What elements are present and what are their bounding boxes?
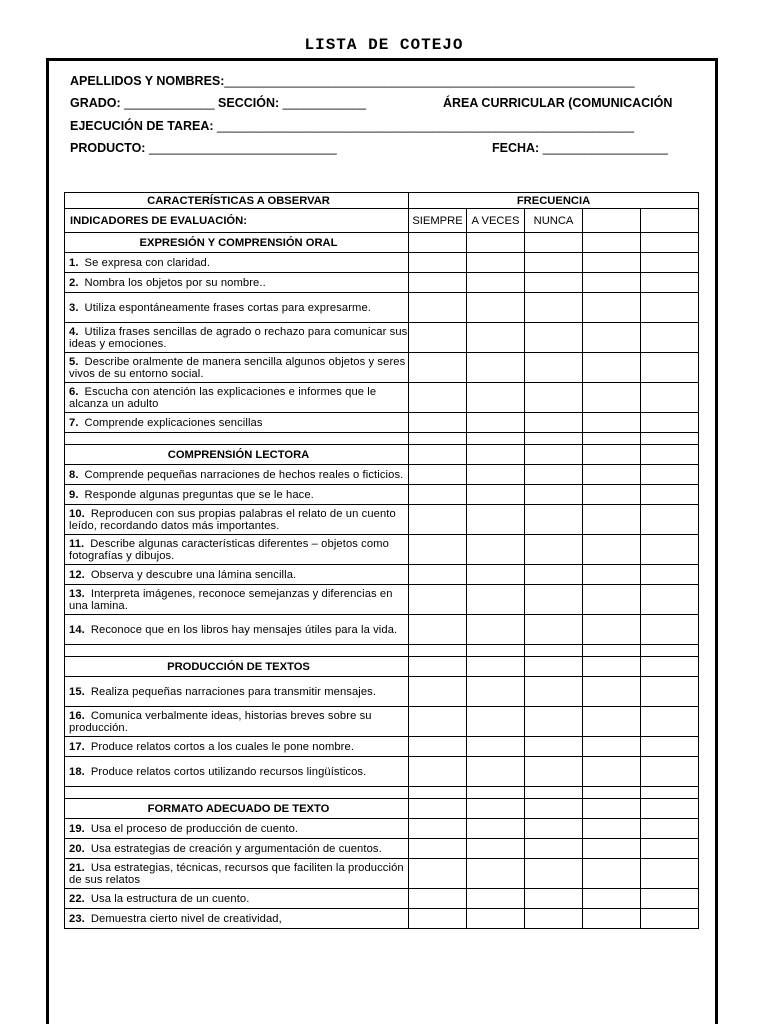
indicator-row bbox=[65, 737, 699, 757]
ejecucion-label: EJECUCIÓN DE TAREA: bbox=[70, 119, 214, 133]
section-title: COMPRENSIÓN LECTORA bbox=[65, 445, 409, 465]
mark-cell[interactable] bbox=[641, 535, 699, 565]
mark-cell[interactable] bbox=[409, 433, 467, 445]
mark-cell[interactable] bbox=[583, 737, 641, 757]
mark-cell[interactable] bbox=[641, 273, 699, 293]
section-title: FORMATO ADECUADO DE TEXTO bbox=[65, 799, 409, 819]
mark-cell[interactable] bbox=[583, 819, 641, 839]
mark-cell[interactable] bbox=[641, 757, 699, 787]
mark-cell[interactable] bbox=[467, 737, 525, 757]
ejecucion-row bbox=[70, 119, 634, 133]
mark-cell[interactable] bbox=[409, 293, 467, 323]
indicator-text: Usa estrategias de creación y argumentación de cuentos. bbox=[90, 842, 382, 855]
mark-cell[interactable] bbox=[525, 677, 583, 707]
indicator-number: 15. bbox=[69, 685, 85, 698]
mark-cell[interactable] bbox=[525, 585, 583, 615]
mark-cell[interactable] bbox=[409, 615, 467, 645]
mark-cell[interactable] bbox=[467, 799, 525, 819]
fecha-field[interactable]: __________________ bbox=[542, 141, 668, 155]
mark-cell[interactable] bbox=[467, 233, 525, 253]
mark-cell[interactable] bbox=[641, 353, 699, 383]
grado-row bbox=[70, 96, 366, 110]
mark-cell[interactable] bbox=[525, 565, 583, 585]
mark-cell[interactable] bbox=[641, 657, 699, 677]
indicator-row bbox=[65, 273, 699, 293]
mark-cell[interactable] bbox=[409, 677, 467, 707]
indicator-cell bbox=[65, 485, 409, 505]
indicator-row bbox=[65, 293, 699, 323]
mark-cell[interactable] bbox=[641, 465, 699, 485]
spacer-row bbox=[65, 645, 699, 657]
indicator-row bbox=[65, 485, 699, 505]
mark-cell[interactable] bbox=[467, 819, 525, 839]
mark-cell[interactable] bbox=[583, 799, 641, 819]
mark-cell[interactable] bbox=[525, 737, 583, 757]
mark-cell[interactable] bbox=[525, 433, 583, 445]
mark-cell[interactable] bbox=[467, 787, 525, 799]
indicator-text: Reconoce que en los libros hay mensajes útiles para la vida. bbox=[90, 623, 398, 636]
spacer-row bbox=[65, 787, 699, 799]
section-row bbox=[65, 657, 699, 677]
mark-cell[interactable] bbox=[583, 839, 641, 859]
mark-cell[interactable] bbox=[467, 615, 525, 645]
indicator-number: 17. bbox=[69, 740, 85, 753]
mark-cell[interactable] bbox=[467, 757, 525, 787]
indicator-cell bbox=[65, 565, 409, 585]
mark-cell[interactable] bbox=[525, 819, 583, 839]
mark-cell[interactable] bbox=[641, 293, 699, 323]
frequency-header: FRECUENCIA bbox=[409, 193, 699, 209]
mark-cell[interactable] bbox=[525, 757, 583, 787]
mark-cell[interactable] bbox=[409, 799, 467, 819]
indicator-number: 3. bbox=[69, 301, 79, 314]
mark-cell[interactable] bbox=[641, 839, 699, 859]
mark-cell[interactable] bbox=[409, 859, 467, 889]
indicator-row bbox=[65, 465, 699, 485]
indicator-row bbox=[65, 413, 699, 433]
indicator-number: 19. bbox=[69, 822, 85, 835]
mark-cell[interactable] bbox=[525, 535, 583, 565]
mark-cell[interactable] bbox=[641, 645, 699, 657]
mark-cell[interactable] bbox=[467, 657, 525, 677]
indicator-cell bbox=[65, 253, 409, 273]
indicator-text: Comprende pequeñas narraciones de hechos reales o ficticios. bbox=[84, 468, 404, 481]
fecha-label: FECHA: bbox=[492, 141, 540, 155]
mark-cell[interactable] bbox=[467, 413, 525, 433]
indicator-cell bbox=[65, 535, 409, 565]
mark-cell[interactable] bbox=[467, 433, 525, 445]
producto-row bbox=[70, 141, 337, 155]
mark-cell[interactable] bbox=[583, 859, 641, 889]
mark-cell[interactable] bbox=[525, 839, 583, 859]
mark-cell[interactable] bbox=[641, 737, 699, 757]
indicator-text: Responde algunas preguntas que se le hace. bbox=[84, 488, 314, 501]
mark-cell[interactable] bbox=[641, 445, 699, 465]
indicator-row bbox=[65, 707, 699, 737]
mark-cell[interactable] bbox=[409, 787, 467, 799]
indicator-cell bbox=[65, 757, 409, 787]
mark-cell[interactable] bbox=[467, 323, 525, 353]
mark-cell[interactable] bbox=[409, 909, 467, 929]
mark-cell[interactable] bbox=[583, 677, 641, 707]
indicator-text: Se expresa con claridad. bbox=[84, 256, 211, 269]
indicator-row bbox=[65, 383, 699, 413]
fecha-row bbox=[492, 141, 668, 155]
mark-cell[interactable] bbox=[467, 253, 525, 273]
section-row bbox=[65, 799, 699, 819]
indicator-row bbox=[65, 677, 699, 707]
mark-cell[interactable] bbox=[525, 273, 583, 293]
mark-cell[interactable] bbox=[525, 645, 583, 657]
indicator-cell bbox=[65, 839, 409, 859]
producto-field[interactable]: ___________________________ bbox=[148, 141, 337, 155]
characteristics-header: CARACTERÍSTICAS A OBSERVAR bbox=[65, 193, 409, 209]
mark-cell[interactable] bbox=[641, 323, 699, 353]
mark-cell[interactable] bbox=[409, 323, 467, 353]
evaluation-table bbox=[64, 192, 699, 929]
indicator-number: 6. bbox=[69, 385, 79, 398]
area-label: ÁREA CURRICULAR (COMUNICACIÓN bbox=[443, 96, 673, 110]
indicator-row bbox=[65, 819, 699, 839]
mark-cell[interactable] bbox=[583, 433, 641, 445]
indicator-cell bbox=[65, 737, 409, 757]
mark-cell[interactable] bbox=[525, 909, 583, 929]
indicator-number: 11. bbox=[69, 537, 85, 550]
section-title: EXPRESIÓN Y COMPRENSIÓN ORAL bbox=[65, 233, 409, 253]
indicator-cell bbox=[65, 273, 409, 293]
mark-cell[interactable] bbox=[525, 615, 583, 645]
indicator-row bbox=[65, 839, 699, 859]
mark-cell[interactable] bbox=[641, 233, 699, 253]
indicator-text: Describe oralmente de manera sencilla algunos objetos y seres vivos de su entorno social. bbox=[69, 355, 406, 380]
mark-cell[interactable] bbox=[583, 889, 641, 909]
grado-label: GRADO: bbox=[70, 96, 121, 110]
mark-cell[interactable] bbox=[641, 565, 699, 585]
mark-cell[interactable] bbox=[409, 819, 467, 839]
mark-cell[interactable] bbox=[467, 839, 525, 859]
apellidos-row bbox=[70, 74, 635, 88]
mark-cell[interactable] bbox=[525, 383, 583, 413]
mark-cell[interactable] bbox=[641, 799, 699, 819]
mark-cell[interactable] bbox=[583, 383, 641, 413]
indicator-cell bbox=[65, 505, 409, 535]
mark-cell[interactable] bbox=[583, 535, 641, 565]
indicator-text: Usa la estructura de un cuento. bbox=[90, 892, 250, 905]
indicator-number: 12. bbox=[69, 568, 85, 581]
indicator-number: 21. bbox=[69, 861, 85, 874]
mark-cell[interactable] bbox=[583, 465, 641, 485]
mark-cell[interactable] bbox=[583, 445, 641, 465]
spacer-cell bbox=[65, 433, 409, 445]
mark-cell[interactable] bbox=[409, 757, 467, 787]
indicator-row bbox=[65, 323, 699, 353]
indicator-row bbox=[65, 585, 699, 615]
mark-cell[interactable] bbox=[409, 505, 467, 535]
indicator-number: 23. bbox=[69, 912, 85, 925]
frequency-column-header bbox=[583, 209, 641, 233]
indicator-text: Comunica verbalmente ideas, historias breves sobre su producción. bbox=[69, 709, 372, 734]
mark-cell[interactable] bbox=[409, 657, 467, 677]
mark-cell[interactable] bbox=[467, 909, 525, 929]
mark-cell[interactable] bbox=[641, 253, 699, 273]
mark-cell[interactable] bbox=[583, 233, 641, 253]
indicator-number: 5. bbox=[69, 355, 79, 368]
mark-cell[interactable] bbox=[525, 323, 583, 353]
mark-cell[interactable] bbox=[467, 383, 525, 413]
indicator-row bbox=[65, 909, 699, 929]
indicator-text: Escucha con atención las explicaciones e informes que le alcanza un adulto bbox=[69, 385, 377, 410]
mark-cell[interactable] bbox=[409, 645, 467, 657]
mark-cell[interactable] bbox=[409, 253, 467, 273]
indicator-cell bbox=[65, 383, 409, 413]
mark-cell[interactable] bbox=[525, 413, 583, 433]
mark-cell[interactable] bbox=[641, 787, 699, 799]
mark-cell[interactable] bbox=[525, 799, 583, 819]
mark-cell[interactable] bbox=[409, 445, 467, 465]
mark-cell[interactable] bbox=[525, 505, 583, 535]
indicator-row bbox=[65, 565, 699, 585]
mark-cell[interactable] bbox=[583, 565, 641, 585]
indicator-cell bbox=[65, 323, 409, 353]
section-row bbox=[65, 445, 699, 465]
indicator-text: Utiliza espontáneamente frases cortas para expresarme. bbox=[84, 301, 372, 314]
indicator-row bbox=[65, 889, 699, 909]
indicator-cell bbox=[65, 585, 409, 615]
mark-cell[interactable] bbox=[409, 413, 467, 433]
indicator-text: Interpreta imágenes, reconoce semejanzas y diferencias en una lamina. bbox=[69, 587, 393, 612]
spacer-row bbox=[65, 433, 699, 445]
mark-cell[interactable] bbox=[409, 353, 467, 383]
indicator-number: 16. bbox=[69, 709, 85, 722]
header-row-2 bbox=[65, 209, 699, 233]
indicator-text: Comprende explicaciones sencillas bbox=[84, 416, 263, 429]
mark-cell[interactable] bbox=[525, 233, 583, 253]
indicator-number: 1. bbox=[69, 256, 79, 269]
mark-cell[interactable] bbox=[583, 585, 641, 615]
mark-cell[interactable] bbox=[409, 485, 467, 505]
mark-cell[interactable] bbox=[467, 505, 525, 535]
mark-cell[interactable] bbox=[409, 889, 467, 909]
mark-cell[interactable] bbox=[583, 505, 641, 535]
indicator-text: Nombra los objetos por su nombre.. bbox=[84, 276, 266, 289]
mark-cell[interactable] bbox=[583, 323, 641, 353]
header-row-1 bbox=[65, 193, 699, 209]
mark-cell[interactable] bbox=[641, 615, 699, 645]
mark-cell[interactable] bbox=[583, 657, 641, 677]
mark-cell[interactable] bbox=[409, 839, 467, 859]
mark-cell[interactable] bbox=[525, 859, 583, 889]
mark-cell[interactable] bbox=[583, 787, 641, 799]
indicator-number: 22. bbox=[69, 892, 85, 905]
indicator-cell bbox=[65, 819, 409, 839]
indicator-cell bbox=[65, 413, 409, 433]
mark-cell[interactable] bbox=[409, 233, 467, 253]
mark-cell[interactable] bbox=[467, 707, 525, 737]
indicator-cell bbox=[65, 353, 409, 383]
section-title: PRODUCCIÓN DE TEXTOS bbox=[65, 657, 409, 677]
mark-cell[interactable] bbox=[467, 585, 525, 615]
mark-cell[interactable] bbox=[583, 645, 641, 657]
mark-cell[interactable] bbox=[467, 465, 525, 485]
mark-cell[interactable] bbox=[525, 787, 583, 799]
mark-cell[interactable] bbox=[467, 889, 525, 909]
indicator-text: Utiliza frases sencillas de agrado o rechazo para comunicar sus ideas y emociones. bbox=[69, 325, 408, 350]
mark-cell[interactable] bbox=[525, 657, 583, 677]
indicator-cell bbox=[65, 889, 409, 909]
mark-cell[interactable] bbox=[525, 485, 583, 505]
mark-cell[interactable] bbox=[641, 677, 699, 707]
indicator-number: 8. bbox=[69, 468, 79, 481]
seccion-field[interactable]: ____________ bbox=[282, 96, 367, 110]
indicator-cell bbox=[65, 615, 409, 645]
indicator-text: Demuestra cierto nivel de creatividad, bbox=[90, 912, 282, 925]
frequency-column-header: SIEMPRE bbox=[409, 209, 467, 233]
mark-cell[interactable] bbox=[641, 505, 699, 535]
indicator-row bbox=[65, 505, 699, 535]
indicator-number: 7. bbox=[69, 416, 79, 429]
indicator-number: 2. bbox=[69, 276, 79, 289]
mark-cell[interactable] bbox=[641, 859, 699, 889]
producto-label: PRODUCTO: bbox=[70, 141, 146, 155]
grado-field[interactable]: _____________ bbox=[124, 96, 215, 110]
indicators-header: INDICADORES DE EVALUACIÓN: bbox=[65, 209, 409, 233]
mark-cell[interactable] bbox=[409, 585, 467, 615]
indicator-text: Produce relatos cortos a los cuales le pone nombre. bbox=[90, 740, 355, 753]
indicator-text: Produce relatos cortos utilizando recursos lingüísticos. bbox=[90, 765, 367, 778]
indicator-cell bbox=[65, 465, 409, 485]
indicator-text: Usa estrategias, técnicas, recursos que faciliten la producción de sus relatos bbox=[69, 861, 404, 886]
document-title: LISTA DE COTEJO bbox=[304, 36, 464, 54]
mark-cell[interactable] bbox=[467, 485, 525, 505]
seccion-label: SECCIÓN: bbox=[218, 96, 280, 110]
mark-cell[interactable] bbox=[467, 645, 525, 657]
mark-cell[interactable] bbox=[467, 677, 525, 707]
mark-cell[interactable] bbox=[583, 353, 641, 383]
indicator-row bbox=[65, 535, 699, 565]
mark-cell[interactable] bbox=[467, 273, 525, 293]
indicator-number: 13. bbox=[69, 587, 85, 600]
mark-cell[interactable] bbox=[583, 615, 641, 645]
mark-cell[interactable] bbox=[641, 413, 699, 433]
mark-cell[interactable] bbox=[467, 535, 525, 565]
apellidos-label: APELLIDOS Y NOMBRES: bbox=[70, 74, 225, 88]
mark-cell[interactable] bbox=[409, 707, 467, 737]
indicator-number: 10. bbox=[69, 507, 85, 520]
mark-cell[interactable] bbox=[409, 535, 467, 565]
indicator-cell bbox=[65, 859, 409, 889]
indicator-cell bbox=[65, 909, 409, 929]
indicator-row bbox=[65, 353, 699, 383]
mark-cell[interactable] bbox=[641, 909, 699, 929]
mark-cell[interactable] bbox=[583, 485, 641, 505]
mark-cell[interactable] bbox=[525, 707, 583, 737]
indicator-text: Realiza pequeñas narraciones para transmitir mensajes. bbox=[90, 685, 377, 698]
mark-cell[interactable] bbox=[641, 819, 699, 839]
mark-cell[interactable] bbox=[525, 445, 583, 465]
frequency-column-header: NUNCA bbox=[525, 209, 583, 233]
indicator-cell bbox=[65, 707, 409, 737]
mark-cell[interactable] bbox=[641, 889, 699, 909]
spacer-cell bbox=[65, 645, 409, 657]
indicator-text: Reproducen con sus propias palabras el relato de un cuento leído, recordando datos más importantes. bbox=[69, 507, 396, 532]
mark-cell[interactable] bbox=[583, 909, 641, 929]
mark-cell[interactable] bbox=[409, 465, 467, 485]
indicator-row bbox=[65, 859, 699, 889]
ejecucion-field[interactable]: ____________________________________________________________ bbox=[217, 119, 635, 133]
mark-cell[interactable] bbox=[641, 433, 699, 445]
apellidos-field[interactable]: ___________________________________________________________ bbox=[224, 74, 635, 88]
indicator-text: Describe algunas características diferentes – objetos como fotografías y dibujos. bbox=[69, 537, 389, 562]
indicator-number: 4. bbox=[69, 325, 79, 338]
mark-cell[interactable] bbox=[409, 383, 467, 413]
mark-cell[interactable] bbox=[467, 859, 525, 889]
mark-cell[interactable] bbox=[525, 293, 583, 323]
mark-cell[interactable] bbox=[409, 273, 467, 293]
mark-cell[interactable] bbox=[583, 293, 641, 323]
mark-cell[interactable] bbox=[467, 445, 525, 465]
mark-cell[interactable] bbox=[641, 707, 699, 737]
indicator-number: 18. bbox=[69, 765, 85, 778]
indicator-row bbox=[65, 615, 699, 645]
mark-cell[interactable] bbox=[467, 565, 525, 585]
mark-cell[interactable] bbox=[583, 707, 641, 737]
indicator-number: 20. bbox=[69, 842, 85, 855]
frequency-column-header: A VECES bbox=[467, 209, 525, 233]
mark-cell[interactable] bbox=[583, 253, 641, 273]
indicator-number: 9. bbox=[69, 488, 79, 501]
indicator-number: 14. bbox=[69, 623, 85, 636]
mark-cell[interactable] bbox=[641, 485, 699, 505]
mark-cell[interactable] bbox=[583, 757, 641, 787]
mark-cell[interactable] bbox=[583, 273, 641, 293]
mark-cell[interactable] bbox=[525, 253, 583, 273]
mark-cell[interactable] bbox=[525, 889, 583, 909]
mark-cell[interactable] bbox=[409, 565, 467, 585]
indicator-cell bbox=[65, 293, 409, 323]
mark-cell[interactable] bbox=[641, 585, 699, 615]
mark-cell[interactable] bbox=[467, 353, 525, 383]
mark-cell[interactable] bbox=[525, 353, 583, 383]
section-row bbox=[65, 233, 699, 253]
indicator-row bbox=[65, 757, 699, 787]
spacer-cell bbox=[65, 787, 409, 799]
mark-cell[interactable] bbox=[583, 413, 641, 433]
indicator-text: Observa y descubre una lámina sencilla. bbox=[90, 568, 297, 581]
mark-cell[interactable] bbox=[467, 293, 525, 323]
indicator-cell bbox=[65, 677, 409, 707]
frequency-column-header bbox=[641, 209, 699, 233]
mark-cell[interactable] bbox=[409, 737, 467, 757]
indicator-text: Usa el proceso de producción de cuento. bbox=[90, 822, 299, 835]
mark-cell[interactable] bbox=[641, 383, 699, 413]
indicator-row bbox=[65, 253, 699, 273]
mark-cell[interactable] bbox=[525, 465, 583, 485]
